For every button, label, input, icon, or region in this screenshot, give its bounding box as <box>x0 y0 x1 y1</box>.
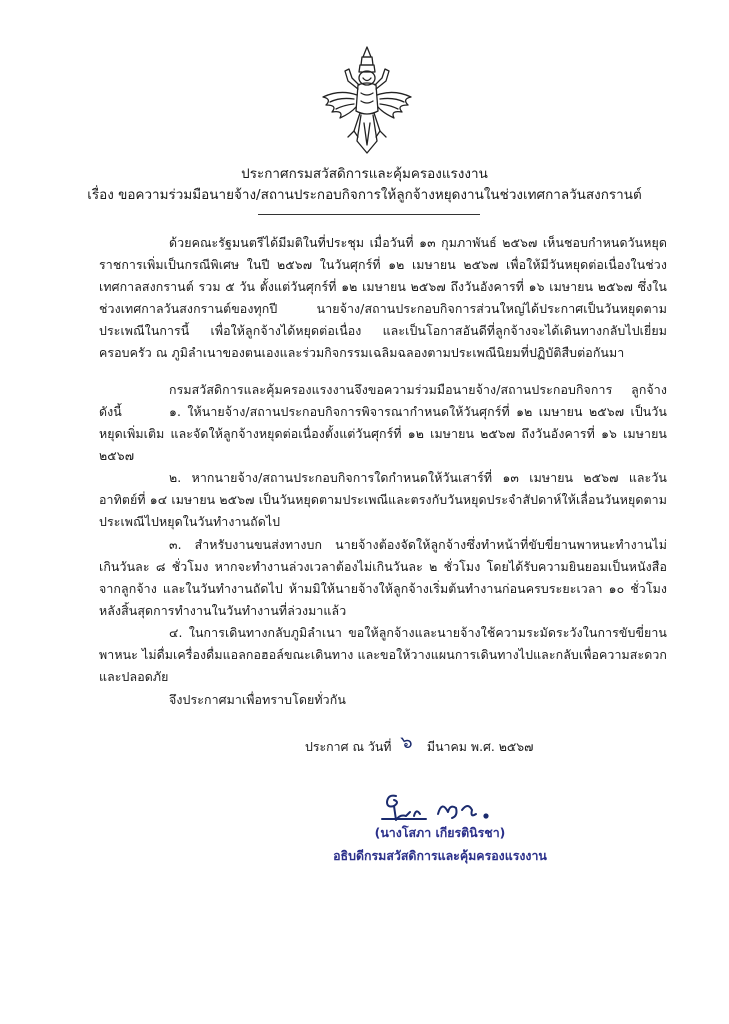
date-line <box>305 731 534 758</box>
garuda-emblem-icon <box>318 45 416 155</box>
intro-paragraph: ด้วยคณะรัฐมนตรีได้มีมติในที่ประชุม เมื่อวันที่ ๑๓ กุมภาพันธ์ ๒๕๖๗ เห็นชอบกำหนดวันหยุดราชการเพิ่มเป็นกรณีพิเศษ ในปี ๒๕๖๗ ในวันศุกร์ที่ ๑๒ เมษายน ๒๕๖๗ เพื่อให้มีวันหยุดต่อเนื่องในช่วงเทศกาลสงกรานต์ รวม ๕ วัน ตั้งแต่วันศุกร์ที่ ๑๒ เมษายน ๒๕๖๗ ถึงวันอังคารที่ ๑๖ เมษายน ๒๕๖๗ ซึ่งในช่วงเทศกาลวันสงกรานต์ของทุกปี นายจ้าง/สถานประกอบกิจการส่วนใหญ่ได้ประกาศเป็นวันหยุดตามประเพณีในการนี้ เพื่อให้ลูกจ้างได้หยุดต่อเนื่อง และเป็นโอกาสอันดีที่ลูกจ้างจะได้เดินทางกลับไปเยี่ยมครอบครัว ณ ภูมิลำเนาของตนเองและร่วมกิจกรรมเฉลิมฉลองตามประเพณีนิยมที่ปฏิบัติสืบต่อกันมา <box>99 235 667 360</box>
announcement-subject: เรื่อง ขอความร่วมมือนายจ้าง/สถานประกอบกิจการให้ลูกจ้างหยุดงานในช่วงเทศกาลวันสงกรานต์ <box>87 187 642 203</box>
title-divider <box>258 214 480 215</box>
signer-position: อธิบดีกรมสวัสดิการและคุ้มครองแรงงาน <box>333 848 547 863</box>
announcement-title: ประกาศกรมสวัสดิการและคุ้มครองแรงงาน <box>241 166 488 182</box>
closing-paragraph: จึงประกาศมาเพื่อทราบโดยทั่วกัน <box>169 692 346 707</box>
list-item: ๓. สำหรับงานขนส่งทางบก นายจ้างต้องจัดให้ลูกจ้างซึ่งทำหน้าที่ขับขี่ยานพาหนะทำงานไม่เกินวันละ ๘ ชั่วโมง หากจะทำงานล่วงเวลาต้องไม่เกินวันละ ๒ ชั่วโมง โดยได้รับความยินยอมเป็นหนังสือจากลูกจ้าง และในวันทำงานถัดไป ห้ามมิให้นายจ้างให้ลูกจ้างเริ่มต้นทำงานก่อนครบระยะเวลา ๑๐ ชั่วโมง หลังสิ้นสุดการทำงานในวันทำงานที่ล่วงมาแล้ว <box>99 537 667 618</box>
date-prefix: ประกาศ ณ วันที่ <box>305 739 392 754</box>
date-month-year: มีนาคม พ.ศ. ๒๕๖๗ <box>426 739 534 754</box>
signer-name: (นางโสภา เกียรตินิรชา) <box>374 825 506 840</box>
lead-paragraph: กรมสวัสดิการและคุ้มครองแรงงานจึงขอความร่วมมือนายจ้าง/สถานประกอบกิจการ ลูกจ้าง ดังนี้ <box>99 382 667 419</box>
list-item: ๔. ในการเดินทางกลับภูมิลำเนา ขอให้ลูกจ้างและนายจ้างใช้ความระมัดระวังในการขับขี่ยานพาหนะ ไม่ดื่มเครื่องดื่มแอลกอฮอล์ขณะเดินทาง และขอให้วางแผนการเดินทางไปและกลับเพื่อความสะดวกและปลอดภัย <box>99 625 667 684</box>
handwritten-signature <box>376 786 506 826</box>
list-item: ๒. หากนายจ้าง/สถานประกอบกิจการใดกำหนดให้วันเสาร์ที่ ๑๓ เมษายน ๒๕๖๗ และวันอาทิตย์ที่ ๑๔ เมษายน ๒๕๖๗ เป็นวันหยุดตามประเพณีและตรงกับวันหยุดประจำสัปดาห์ให้เลื่อนวันหยุดตามประเพณีไปหยุดในวันทำงานถัดไป <box>99 470 667 529</box>
list-item: ๑. ให้นายจ้าง/สถานประกอบกิจการพิจารณากำหนดให้วันศุกร์ที่ ๑๒ เมษายน ๒๕๖๗ เป็นวันหยุดเพิ่มเติม และจัดให้ลูกจ้างหยุดต่อเนื่องตั้งแต่วันศุกร์ที่ ๑๒ เมษายน ๒๕๖๗ ถึงวันอังคารที่ ๑๖ เมษายน ๒๕๖๗ <box>99 404 667 463</box>
handwritten-day: ๖ <box>399 731 415 754</box>
